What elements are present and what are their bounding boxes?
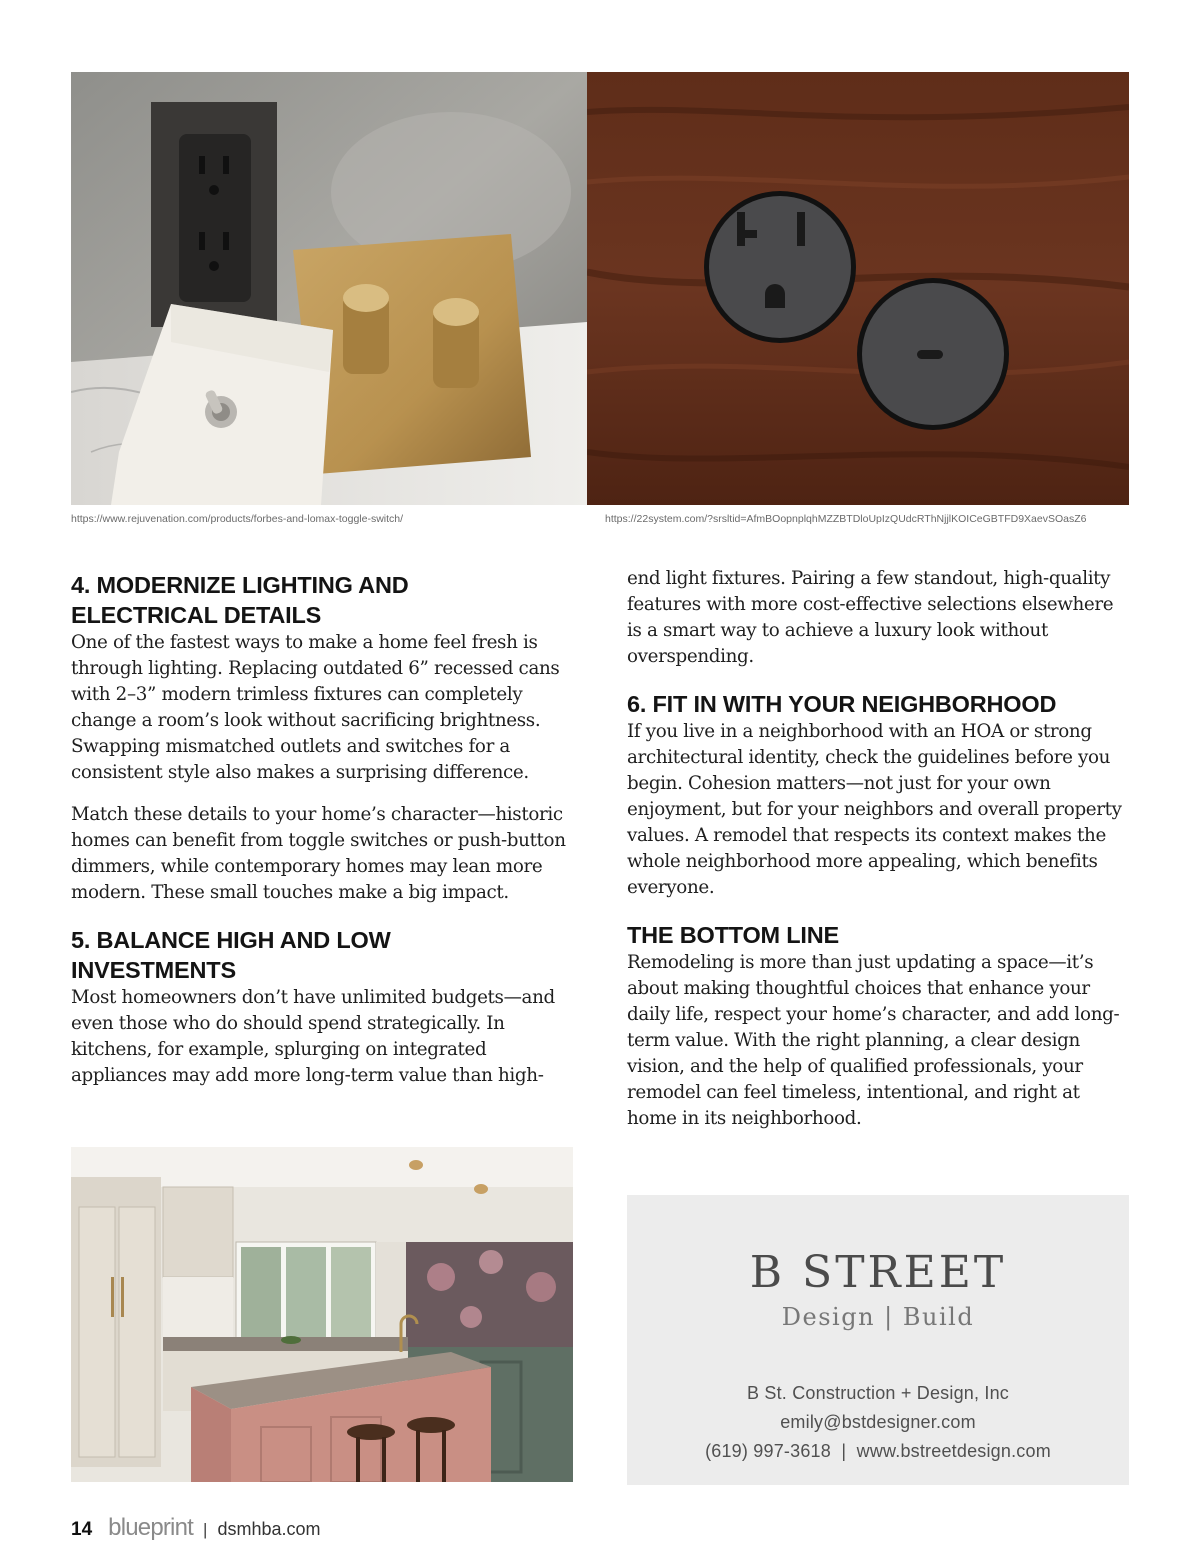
switches-photo-caption: https://www.rejuvenation.com/products/forbes-and-lomax-toggle-switch/: [71, 513, 404, 525]
kitchen-photo: [71, 1147, 573, 1482]
section-4-paragraph-1: One of the fastest ways to make a home feel fresh is through lighting. Replacing outdated 6” recessed cans with 2–3” modern trimless fixtures can completely change a room’s look without sacrificing brightness. Swapping mismatched outlets and switches for a consistent style also makes a surprising difference.: [71, 632, 560, 783]
section-5-paragraph-1-part2: end light fixtures. Pairing a few standout, high-quality features with more cost-effective selections elsewhere is a smart way to achieve a luxury look without overspending.: [627, 568, 1114, 667]
section-6-paragraph-1: If you live in a neighborhood with an HOA or strong architectural identity, check the guidelines before you begin. Cohesion matters—not just for your own enjoyment, but for your neighbors and overall property values. A remodel that respects its context makes the whole neighborhood more appealing, which benefits everyone.: [627, 721, 1122, 898]
section-5-heading-line2: INVESTMENTS: [71, 957, 236, 983]
ad-tagline: Design | Build: [781, 1303, 975, 1331]
section-4-heading-line2: ELECTRICAL DETAILS: [71, 602, 322, 628]
bottom-line-heading: THE BOTTOM LINE: [627, 922, 839, 948]
ad-logo: B STREET: [749, 1247, 1007, 1298]
ad-email[interactable]: emily@bstdesigner.com: [780, 1412, 976, 1432]
publication-site[interactable]: dsmhba.com: [217, 1519, 321, 1539]
section-5-heading-line1: 5. BALANCE HIGH AND LOW: [71, 927, 391, 953]
page-footer: [71, 1514, 320, 1542]
outlets-photo-caption: https://22system.com/?srsltid=AfmBOopnplqhMZZBTDloUpIzQUdcRThNjjlKOICeGBTFD9XaevSOasZ6: [605, 513, 1087, 525]
bottom-line-paragraph: Remodeling is more than just updating a space—it’s about making thoughtful choices that enhance your daily life, respect your home’s character, and add long-term value. With the right planning, a clear design vision, and the help of qualified professionals, your remodel can feel timeless, intentional, and right at home in its neighborhood.: [627, 952, 1120, 1129]
footer-separator: |: [203, 1520, 208, 1539]
section-4-paragraph-2: Match these details to your home’s character—historic homes can benefit from toggle switches or push-button dimmers, while contemporary homes may lean more modern. These small touches make a big impact.: [71, 804, 566, 903]
page-number: 14: [71, 1519, 93, 1540]
ad-company: B St. Construction + Design, Inc: [746, 1383, 1010, 1403]
ad-contact[interactable]: (619) 997-3618 | www.bstreetdesign.com: [705, 1441, 1051, 1461]
section-4-heading: [71, 570, 576, 630]
right-column: [627, 566, 1132, 1132]
outlets-photo: [587, 72, 1129, 505]
left-column: [71, 570, 576, 1089]
publication-brand: blueprint: [108, 1514, 194, 1541]
switches-photo: [71, 72, 587, 505]
section-6-heading: 6. FIT IN WITH YOUR NEIGHBORHOOD: [627, 691, 1057, 717]
bstreet-advertisement: [627, 1195, 1129, 1485]
section-5-heading: [71, 925, 576, 985]
section-5-paragraph-1-part1: Most homeowners don’t have unlimited budgets—and even those who do should spend strategically. In kitchens, for example, splurging on integrated appliances may add more long-term value than high-: [71, 987, 555, 1086]
section-4-heading-line1: 4. MODERNIZE LIGHTING AND: [71, 572, 409, 598]
